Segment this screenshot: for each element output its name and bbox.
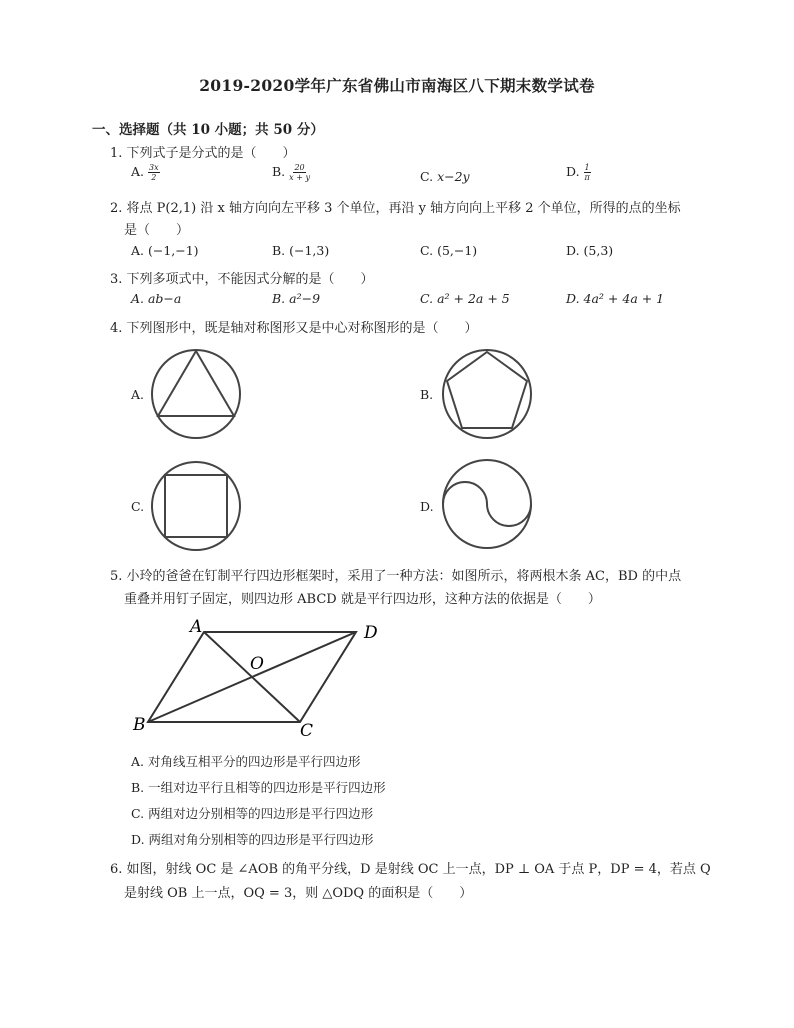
q4-label-c[interactable]: C. — [131, 499, 145, 514]
q4-label-b[interactable]: B. — [420, 387, 434, 402]
q2-option-c[interactable]: C. (5,−1) — [420, 243, 478, 258]
q5-stem-line1: 5. 小玲的爸爸在钉制平行四边形框架时，采用了一种方法：如图所示，将两根木条 AC，BD 的中点 — [110, 569, 682, 584]
q5-option-c[interactable]: C. 两组对边分别相等的四边形是平行四边形 — [131, 806, 374, 821]
s-curve-shape — [443, 482, 531, 526]
q1-option-d[interactable] — [566, 163, 591, 182]
q5-option-b[interactable]: B. 一组对边平行且相等的四边形是平行四边形 — [131, 780, 386, 795]
option-label: C. — [420, 169, 434, 184]
q1-option-c[interactable] — [420, 169, 470, 184]
option-label: D. — [566, 164, 580, 179]
q2-option-b[interactable]: B. (−1,3) — [272, 243, 330, 258]
label-c: C — [300, 721, 314, 740]
q6-stem-line2: 是射线 OB 上一点，OQ = 3，则 △ODQ 的面积是（ ） — [124, 886, 473, 901]
q1-option-b[interactable] — [272, 163, 310, 182]
q5-stem-line2: 重叠并用钉子固定，则四边形 ABCD 就是平行四边形，这种方法的依据是（ ） — [124, 592, 601, 607]
q6-stem-line1: 6. 如图，射线 OC 是 ∠AOB 的角平分线，D 是射线 OC 上一点，DP ⊥ OA 于点 P，DP = 4，若点 Q — [110, 862, 711, 877]
q4-figure-d[interactable] — [441, 458, 533, 550]
q3-option-a[interactable]: A. ab−a — [131, 291, 182, 306]
q3-option-c[interactable]: C. a² + 2a + 5 — [420, 291, 510, 306]
fraction: $\frac{1}{\pi}$ — [584, 163, 590, 182]
q2-option-a[interactable]: A. (−1,−1) — [131, 243, 199, 258]
q2-stem-line2: 是（ ） — [124, 223, 190, 238]
q4-figure-a[interactable] — [150, 348, 242, 440]
label-o: O — [250, 654, 264, 674]
q4-stem: 4. 下列图形中，既是轴对称图形又是中心对称图形的是（ ） — [110, 321, 478, 336]
q3-stem: 3. 下列多项式中，不能因式分解的是（ ） — [110, 272, 374, 287]
diagonal-bd — [148, 632, 356, 722]
q5-option-a[interactable]: A. 对角线互相平分的四边形是平行四边形 — [131, 754, 361, 769]
page-title: 2019-2020学年广东省佛山市南海区八下期末数学试卷 — [199, 76, 595, 95]
q3-option-b[interactable]: B. a²−9 — [272, 291, 321, 306]
q4-label-d[interactable]: D. — [420, 499, 434, 514]
q3-option-d[interactable]: D. 4a² + 4a + 1 — [566, 291, 665, 306]
circle-shape — [152, 350, 240, 438]
option-text: x−2y — [437, 169, 470, 184]
q2-option-d[interactable]: D. (5,3) — [566, 243, 614, 258]
q5-parallelogram-figure — [128, 612, 388, 740]
square-shape — [165, 475, 227, 537]
option-label: A. — [131, 164, 145, 179]
label-a: A — [190, 617, 203, 637]
label-d: D — [364, 623, 378, 643]
q4-figure-c[interactable] — [150, 460, 242, 552]
pentagon-shape — [447, 352, 527, 428]
circle-shape — [443, 350, 531, 438]
section-heading: 一、选择题（共 10 小题；共 50 分） — [92, 122, 324, 138]
q2-stem-line1: 2. 将点 P(2,1) 沿 x 轴方向向左平移 3 个单位，再沿 y 轴方向向上平移 2 个单位，所得的点的坐标 — [110, 201, 681, 216]
fraction: $\frac{20}{x + y}$ — [289, 163, 310, 182]
q4-figure-b[interactable] — [441, 348, 533, 440]
triangle-shape — [158, 351, 234, 416]
q1-option-a[interactable] — [131, 163, 160, 182]
option-label: B. — [272, 164, 286, 179]
q4-label-a[interactable]: A. — [131, 387, 145, 402]
label-b: B — [133, 715, 146, 735]
q5-option-d[interactable]: D. 两组对角分别相等的四边形是平行四边形 — [131, 832, 374, 847]
fraction: $\frac{3x}{2}$ — [149, 163, 159, 182]
q1-stem: 1. 下列式子是分式的是（ ） — [110, 146, 296, 161]
